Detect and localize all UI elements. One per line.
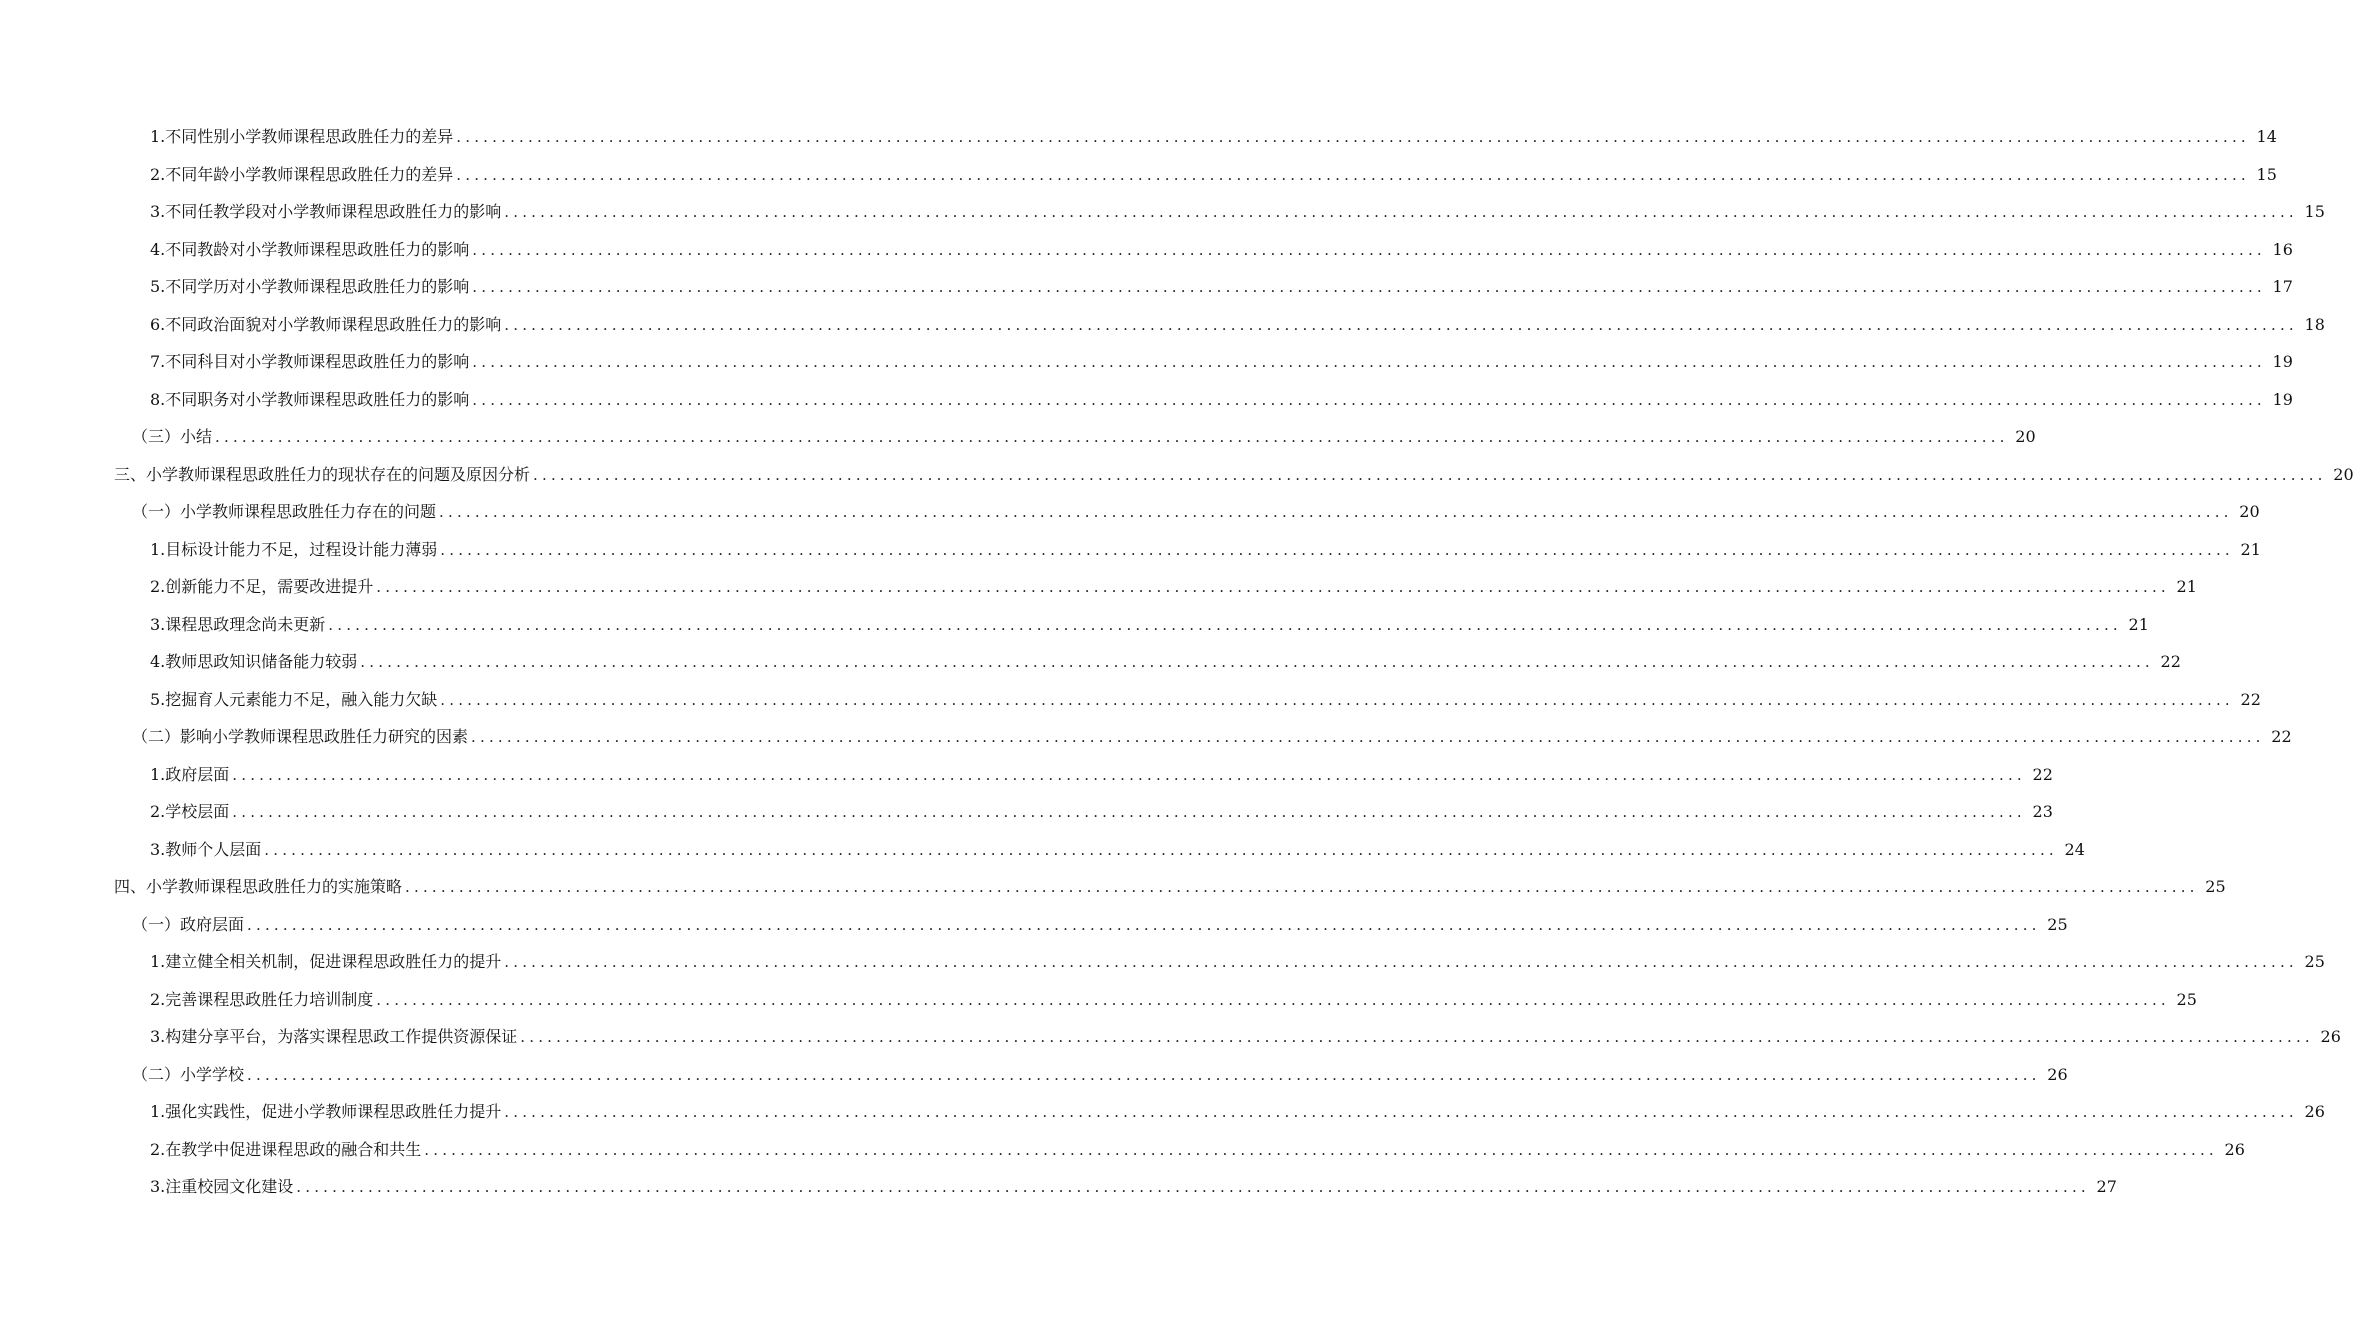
toc-entry-title: 3.课程思政理念尚未更新: [150, 614, 326, 634]
dot-leader: ........................................................................................................................................................................................................: [504, 1103, 2298, 1121]
toc-page-number: 25: [2176, 989, 2197, 1009]
toc-page-number: 26: [2047, 1064, 2068, 1084]
dot-leader: ........................................................................................................................................................................................................: [376, 578, 2170, 596]
toc-page-number: 21: [2128, 614, 2149, 634]
dot-leader: ........................................................................................................................................................................................................: [424, 1140, 2218, 1159]
toc-page-number: 24: [2064, 839, 2085, 859]
dot-leader: ........................................................................................................................................................................................................: [472, 240, 2266, 259]
dot-leader: ........................................................................................................................................................................................................: [247, 915, 2041, 934]
dot-leader: ........................................................................................................................................................................................................: [472, 353, 2266, 371]
table-of-contents: [0, 118, 2354, 1206]
toc-entry[interactable]: [0, 643, 2181, 681]
toc-entry-title: 1.目标设计能力不足，过程设计能力薄弱: [150, 539, 438, 559]
toc-entry-title: 1.强化实践性，促进小学教师课程思政胜任力提升: [150, 1102, 502, 1121]
dot-leader: ........................................................................................................................................................................................................: [440, 690, 2234, 709]
dot-leader: ........................................................................................................................................................................................................: [264, 840, 2058, 859]
toc-entry-title: （一）小学教师课程思政胜任力存在的问题: [132, 502, 437, 521]
toc-entry[interactable]: [0, 456, 2354, 494]
toc-page-number: 22: [2240, 689, 2261, 709]
toc-page-number: 21: [2240, 539, 2261, 559]
toc-entry[interactable]: [0, 1131, 2245, 1169]
toc-page-number: 25: [2304, 952, 2325, 971]
toc-entry-title: 2.完善课程思政胜任力培训制度: [150, 989, 374, 1009]
dot-leader: ........................................................................................................................................................................................................: [504, 953, 2298, 971]
dot-leader: ........................................................................................................................................................................................................: [456, 128, 2250, 146]
toc-page-number: 21: [2176, 577, 2197, 596]
toc-entry[interactable]: [0, 418, 2036, 456]
toc-entry[interactable]: [0, 118, 2277, 156]
toc-entry[interactable]: [0, 1018, 2341, 1056]
toc-entry-title: （二）影响小学教师课程思政胜任力研究的因素: [132, 727, 469, 746]
toc-page-number: 22: [2271, 727, 2292, 746]
toc-page-number: 19: [2272, 389, 2293, 409]
toc-entry-title: 1.建立健全相关机制，促进课程思政胜任力的提升: [150, 952, 502, 971]
dot-leader: ........................................................................................................................................................................................................: [405, 878, 2199, 896]
toc-page-number: 15: [2256, 164, 2277, 184]
dot-leader: ........................................................................................................................................................................................................: [328, 615, 2122, 634]
toc-entry-title: （三）小结: [132, 427, 213, 446]
toc-page-number: 15: [2304, 202, 2325, 221]
dot-leader: ........................................................................................................................................................................................................: [232, 803, 2026, 821]
dot-leader: ........................................................................................................................................................................................................: [215, 428, 2009, 446]
toc-entry[interactable]: [0, 268, 2293, 306]
toc-page-number: 25: [2205, 877, 2226, 896]
toc-entry[interactable]: [0, 156, 2277, 194]
toc-entry-title: 1.不同性别小学教师课程思政胜任力的差异: [150, 127, 454, 146]
toc-entry[interactable]: [0, 231, 2293, 269]
toc-page-number: 26: [2320, 1027, 2341, 1046]
toc-entry-title: 5.不同学历对小学教师课程思政胜任力的影响: [150, 277, 470, 296]
toc-entry[interactable]: [0, 306, 2325, 344]
toc-page-number: 26: [2224, 1139, 2245, 1159]
toc-entry[interactable]: [0, 343, 2293, 381]
toc-entry-title: 3.教师个人层面: [150, 839, 262, 859]
dot-leader: ........................................................................................................................................................................................................: [472, 390, 2266, 409]
toc-entry-title: 三、小学教师课程思政胜任力的现状存在的问题及原因分析: [114, 464, 531, 484]
toc-entry-title: 1.政府层面: [150, 764, 230, 784]
dot-leader: ........................................................................................................................................................................................................: [504, 203, 2298, 221]
toc-entry[interactable]: [0, 606, 2149, 644]
toc-page-number: 20: [2333, 464, 2354, 484]
toc-page-number: 14: [2256, 127, 2277, 146]
toc-entry[interactable]: [0, 568, 2197, 606]
toc-entry-title: 3.构建分享平台，为落实课程思政工作提供资源保证: [150, 1027, 518, 1046]
toc-entry-title: 3.不同任教学段对小学教师课程思政胜任力的影响: [150, 202, 502, 221]
toc-page-number: 22: [2032, 764, 2053, 784]
toc-page-number: 18: [2304, 314, 2325, 334]
toc-entry[interactable]: [0, 793, 2053, 831]
toc-entry-title: 7.不同科目对小学教师课程思政胜任力的影响: [150, 352, 470, 371]
toc-entry-title: 2.创新能力不足，需要改进提升: [150, 577, 374, 596]
dot-leader: ........................................................................................................................................................................................................: [472, 278, 2266, 296]
dot-leader: ........................................................................................................................................................................................................: [471, 728, 2265, 746]
toc-page-number: 20: [2015, 427, 2036, 446]
toc-entry-title: 5.挖掘育人元素能力不足，融入能力欠缺: [150, 689, 438, 709]
toc-entry[interactable]: [0, 1168, 2117, 1206]
dot-leader: ........................................................................................................................................................................................................: [439, 503, 2233, 521]
toc-entry-title: 4.教师思政知识储备能力较弱: [150, 652, 358, 671]
toc-entry-title: 2.在教学中促进课程思政的融合和共生: [150, 1139, 422, 1159]
toc-entry-title: 3.注重校园文化建设: [150, 1177, 294, 1196]
toc-page-number: 23: [2032, 802, 2053, 821]
toc-entry-title: 四、小学教师课程思政胜任力的实施策略: [114, 877, 403, 896]
dot-leader: ........................................................................................................................................................................................................: [360, 653, 2154, 671]
dot-leader: ........................................................................................................................................................................................................: [533, 465, 2327, 484]
toc-page-number: 26: [2304, 1102, 2325, 1121]
toc-entry[interactable]: [0, 531, 2261, 569]
toc-page-number: 20: [2239, 502, 2260, 521]
toc-page-number: 22: [2160, 652, 2181, 671]
toc-entry[interactable]: [0, 193, 2325, 231]
toc-entry[interactable]: [0, 493, 2260, 531]
toc-entry-title: 6.不同政治面貌对小学教师课程思政胜任力的影响: [150, 314, 502, 334]
toc-entry-title: 2.学校层面: [150, 802, 230, 821]
toc-page-number: 25: [2047, 914, 2068, 934]
dot-leader: ........................................................................................................................................................................................................: [456, 165, 2250, 184]
dot-leader: ........................................................................................................................................................................................................: [440, 540, 2234, 559]
toc-entry[interactable]: [0, 943, 2325, 981]
toc-entry[interactable]: [0, 1093, 2325, 1131]
dot-leader: ........................................................................................................................................................................................................: [520, 1028, 2314, 1046]
toc-entry-title: （二）小学学校: [132, 1064, 245, 1084]
toc-entry[interactable]: [0, 906, 2068, 944]
toc-entry[interactable]: [0, 681, 2261, 719]
toc-entry[interactable]: [0, 981, 2197, 1019]
toc-entry[interactable]: [0, 718, 2292, 756]
toc-entry-title: 8.不同职务对小学教师课程思政胜任力的影响: [150, 389, 470, 409]
toc-entry[interactable]: [0, 756, 2053, 794]
dot-leader: ........................................................................................................................................................................................................: [247, 1065, 2041, 1084]
toc-entry[interactable]: [0, 831, 2085, 869]
toc-page-number: 16: [2272, 239, 2293, 259]
toc-page-number: 27: [2096, 1177, 2117, 1196]
toc-entry-title: 4.不同教龄对小学教师课程思政胜任力的影响: [150, 239, 470, 259]
dot-leader: ........................................................................................................................................................................................................: [232, 765, 2026, 784]
toc-entry[interactable]: [0, 381, 2293, 419]
toc-entry-title: 2.不同年龄小学教师课程思政胜任力的差异: [150, 164, 454, 184]
toc-page-number: 19: [2272, 352, 2293, 371]
toc-entry[interactable]: [0, 1056, 2068, 1094]
dot-leader: ........................................................................................................................................................................................................: [504, 315, 2298, 334]
toc-entry-title: （一）政府层面: [132, 914, 245, 934]
dot-leader: ........................................................................................................................................................................................................: [296, 1178, 2090, 1196]
toc-entry[interactable]: [0, 868, 2226, 906]
dot-leader: ........................................................................................................................................................................................................: [376, 990, 2170, 1009]
toc-page-number: 17: [2272, 277, 2293, 296]
